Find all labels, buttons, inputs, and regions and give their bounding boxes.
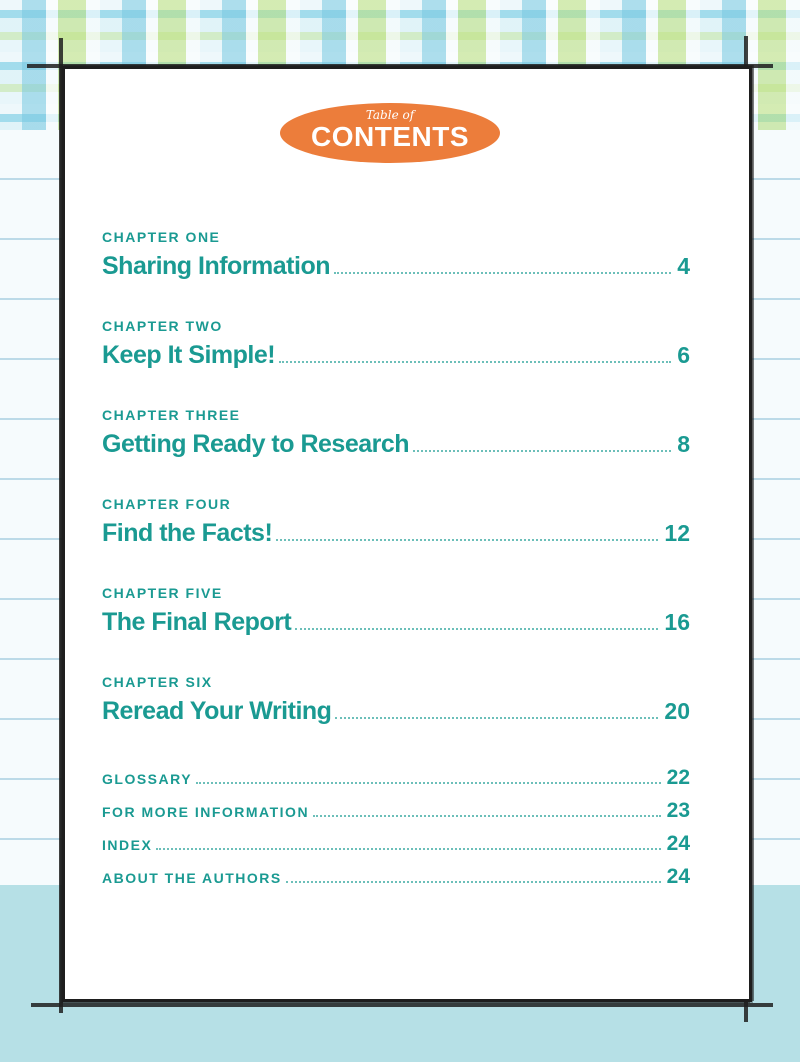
- dot-leader: [295, 627, 658, 630]
- chapter-label: CHAPTER FIVE: [102, 585, 223, 601]
- chapter-label: CHAPTER FOUR: [102, 496, 232, 512]
- page-number: 12: [664, 520, 690, 546]
- dot-leader: [413, 449, 671, 452]
- badge-title: CONTENTS: [311, 121, 469, 152]
- chapter-entry[interactable]: [102, 584, 690, 673]
- chapter-entry[interactable]: [102, 495, 690, 584]
- back-matter-label: GLOSSARY: [102, 771, 193, 787]
- back-matter-entry[interactable]: [102, 832, 690, 865]
- chapter-entry[interactable]: [102, 673, 690, 762]
- chapter-label: CHAPTER THREE: [102, 407, 241, 423]
- chapter-title: The Final Report: [102, 608, 292, 636]
- page-number: 22: [666, 766, 690, 789]
- chapter-title: Keep It Simple!: [102, 341, 276, 369]
- dot-leader: [313, 814, 661, 817]
- dot-leader: [156, 847, 660, 850]
- page-number: 24: [666, 865, 690, 888]
- chapter-title: Reread Your Writing: [102, 697, 332, 725]
- dot-leader: [279, 360, 671, 363]
- dot-leader: [335, 716, 658, 719]
- dot-leader: [334, 271, 671, 274]
- page-number: 4: [677, 253, 690, 279]
- table-of-contents: [102, 228, 690, 898]
- chapter-entry[interactable]: [102, 228, 690, 317]
- back-matter-label: INDEX: [102, 837, 153, 853]
- chapter-label: CHAPTER ONE: [102, 229, 221, 245]
- chapter-title: Find the Facts!: [102, 519, 273, 547]
- page-number: 6: [677, 342, 690, 368]
- chapter-label: CHAPTER SIX: [102, 674, 213, 690]
- dot-leader: [276, 538, 658, 541]
- page-number: 16: [664, 609, 690, 635]
- back-matter-entry[interactable]: [102, 865, 690, 898]
- contents-badge: [280, 103, 500, 163]
- back-matter-label: FOR MORE INFORMATION: [102, 804, 310, 820]
- page-number: 24: [666, 832, 690, 855]
- page-number: 20: [664, 698, 690, 724]
- back-matter-label: ABOUT THE AUTHORS: [102, 870, 282, 886]
- page-number: 23: [666, 799, 690, 822]
- chapter-title: Getting Ready to Research: [102, 430, 410, 458]
- chapter-entry[interactable]: [102, 317, 690, 406]
- chapter-label: CHAPTER TWO: [102, 318, 223, 334]
- chapter-entry[interactable]: [102, 406, 690, 495]
- back-matter-entry[interactable]: [102, 799, 690, 832]
- chapter-title: Sharing Information: [102, 252, 330, 280]
- page-number: 8: [677, 431, 690, 457]
- dot-leader: [286, 880, 661, 883]
- back-matter-entry[interactable]: [102, 766, 690, 799]
- badge-subtitle: Table of: [365, 108, 415, 122]
- dot-leader: [196, 781, 661, 784]
- back-matter: [102, 766, 690, 898]
